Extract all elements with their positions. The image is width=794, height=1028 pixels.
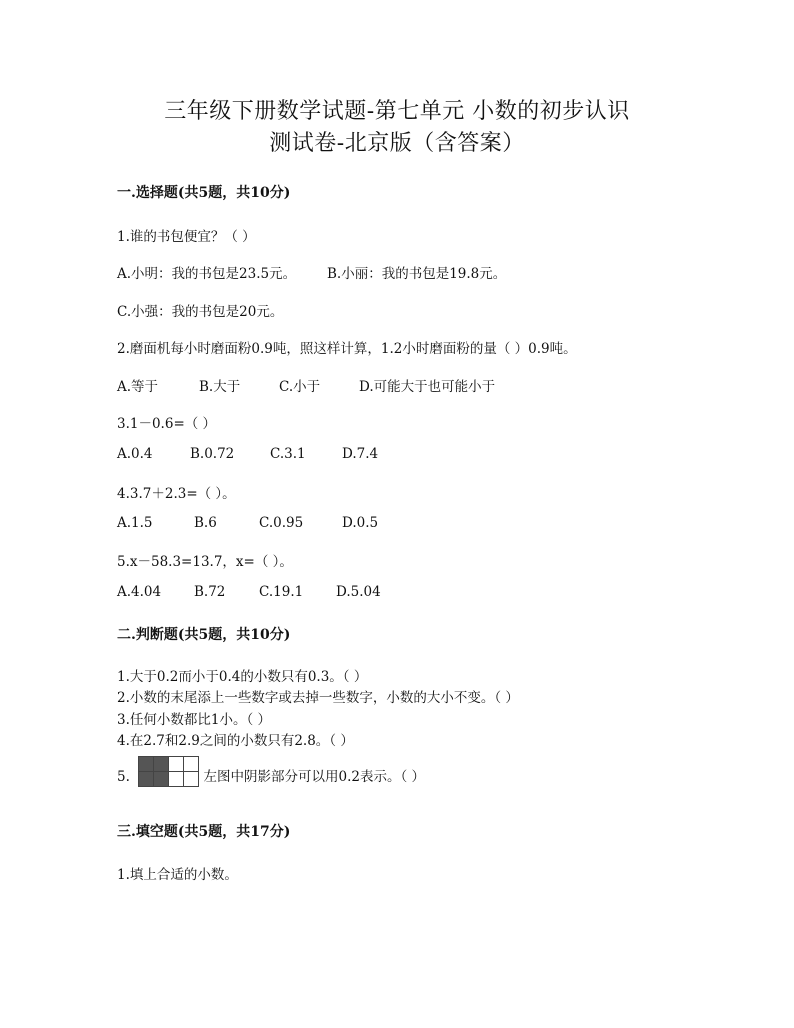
q3-options <box>117 446 378 462</box>
grid-cell-shaded <box>154 772 169 787</box>
q4-options <box>117 515 378 531</box>
q5-option-b: B.72 <box>194 584 226 600</box>
q1-option-b: B.小丽：我的书包是19.8元。 <box>327 266 507 282</box>
q1-option-a: A.小明：我的书包是23.5元。 <box>117 266 297 282</box>
section3-heading: 三.填空题(共5题，共17分) <box>117 824 291 840</box>
q5-options <box>117 584 381 600</box>
grid-cell-shaded <box>139 772 154 787</box>
q1-stem: 1.谁的书包便宜？（ ） <box>117 229 256 245</box>
q3-option-d: D.7.4 <box>342 446 379 462</box>
grid-cell <box>184 772 199 787</box>
q5-option-c: C.19.1 <box>259 584 304 600</box>
q5-stem: 5.x－58.3=13.7，x=（ ）。 <box>117 554 293 570</box>
judge-item-3: 3.任何小数都比1小。（ ） <box>117 712 272 728</box>
grid-cell <box>184 757 199 772</box>
grid-cell-shaded <box>139 757 154 772</box>
q2-options <box>117 375 495 395</box>
q4-option-d: D.0.5 <box>342 515 379 531</box>
shaded-grid-figure <box>138 756 199 787</box>
judge-item-4: 4.在2.7和2.9之间的小数只有2.8。（ ） <box>117 733 354 749</box>
q2-option-a: A.等于 <box>117 379 159 395</box>
q3-option-a: A.0.4 <box>117 446 153 462</box>
q3-option-b: B.0.72 <box>190 446 235 462</box>
q4-option-a: A.1.5 <box>117 515 153 531</box>
grid-cell <box>169 772 184 787</box>
q2-option-c: C.小于 <box>279 379 321 395</box>
q4-stem: 4.3.7＋2.3=（ ）。 <box>117 486 236 502</box>
judge-item-1: 1.大于0.2而小于0.4的小数只有0.3。（ ） <box>117 669 368 685</box>
q2-option-d: D.可能大于也可能小于 <box>359 379 496 395</box>
q1-option-c: C.小强：我的书包是20元。 <box>117 304 284 320</box>
section2-heading: 二.判断题(共5题，共10分) <box>117 627 291 643</box>
q4-option-c: C.0.95 <box>259 515 304 531</box>
judge-item-5 <box>117 756 425 787</box>
judge-item-5-prefix: 5. <box>117 769 130 785</box>
judge-item-2: 2.小数的末尾添上一些数字或去掉一些数字，小数的大小不变。（ ） <box>117 690 519 706</box>
doc-title-line1: 三年级下册数学试题-第七单元 小数的初步认识 <box>164 99 630 124</box>
q4-option-b: B.6 <box>194 515 217 531</box>
q3-option-c: C.3.1 <box>270 446 306 462</box>
q2-option-b: B.大于 <box>199 379 241 395</box>
fill-item-1: 1.填上合适的小数。 <box>117 867 238 883</box>
q2-stem: 2.磨面机每小时磨面粉0.9吨，照这样计算，1.2小时磨面粉的量（ ）0.9吨。 <box>117 341 577 357</box>
section1-heading: 一.选择题(共5题，共10分) <box>117 185 291 201</box>
q1-options-row1 <box>117 262 506 282</box>
q5-option-a: A.4.04 <box>117 584 162 600</box>
doc-title-line2: 测试卷-北京版（含答案） <box>269 131 525 156</box>
q3-stem: 3.1－0.6=（ ） <box>117 416 217 432</box>
q5-option-d: D.5.04 <box>336 584 381 600</box>
judge-item-5-text: 左图中阴影部分可以用0.2表示。（ ） <box>203 769 425 785</box>
grid-cell <box>169 757 184 772</box>
grid-cell-shaded <box>154 757 169 772</box>
